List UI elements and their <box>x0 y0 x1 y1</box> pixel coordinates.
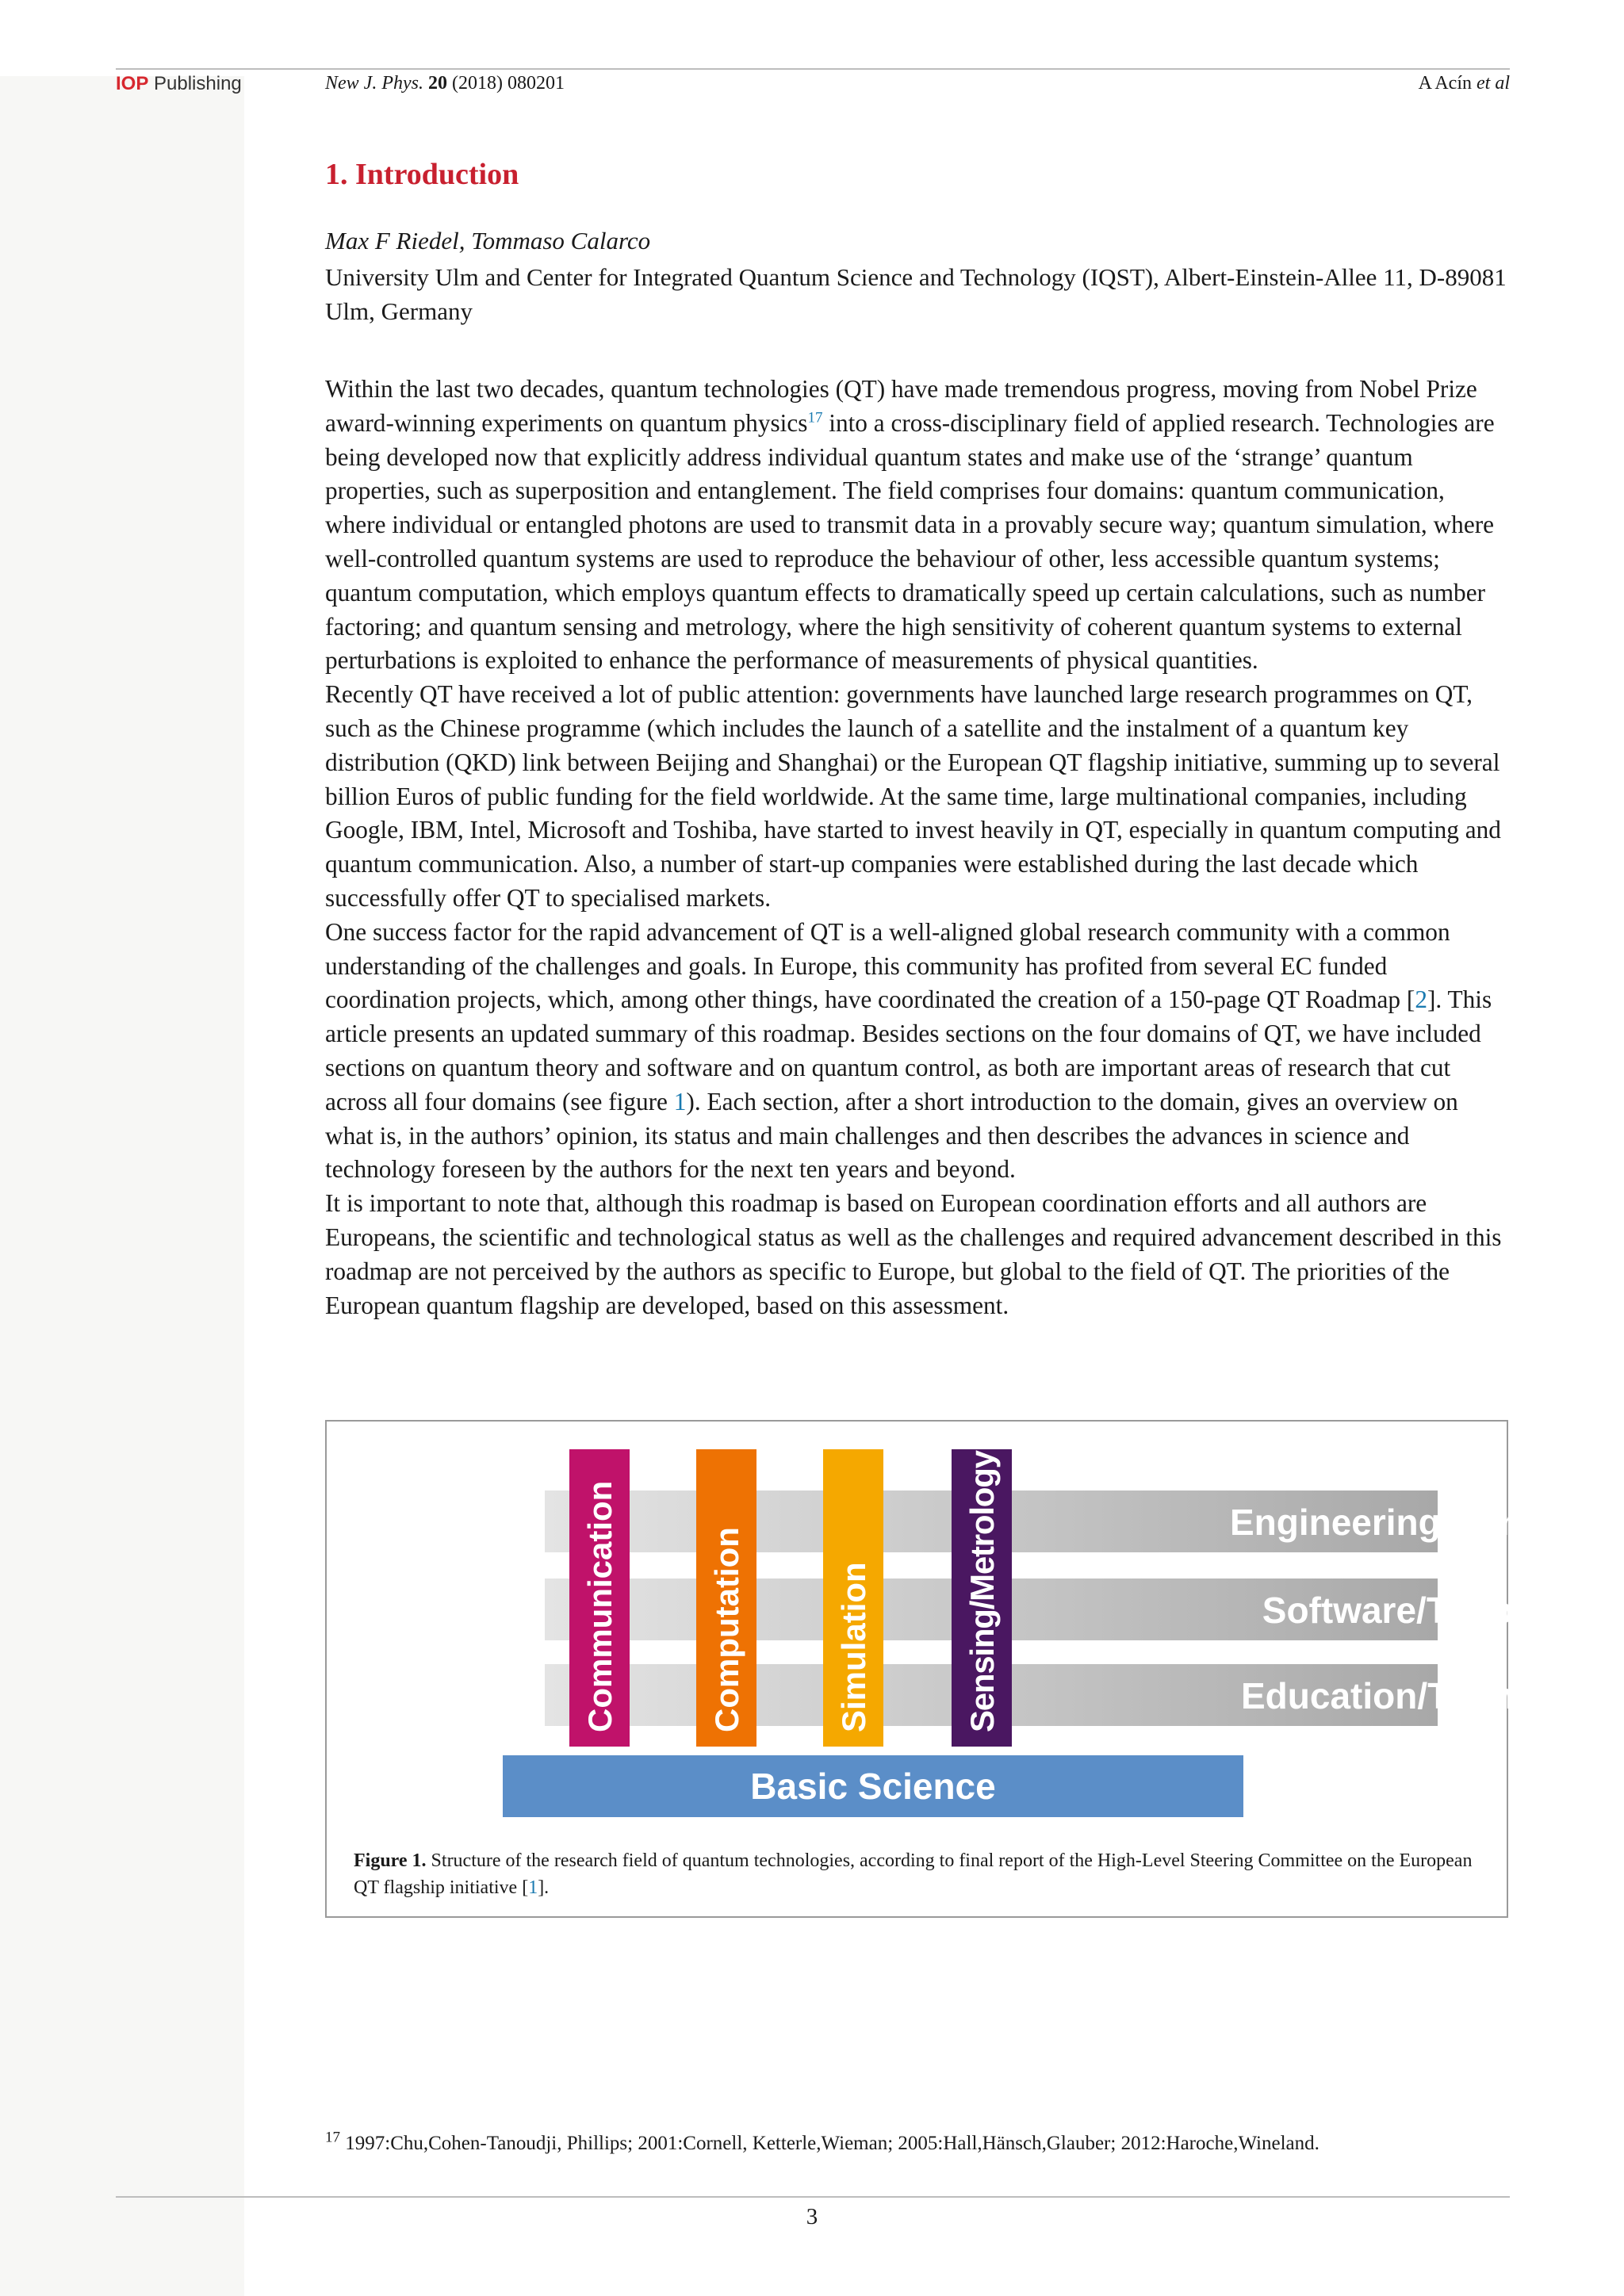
footnote-ref-17[interactable]: 17 <box>807 409 823 427</box>
paragraph-4: It is important to note that, although this roadmap is based on European coordination efforts and all authors are Europeans, the scientific and technological status as well as the challenges and required advancement described in this roadmap are not perceived by the authors as specific to Europe, but global to the field of QT. The priorities of the European quantum flagship are developed, based on this assessment. <box>325 1189 1502 1319</box>
section-title: 1. Introduction <box>325 158 519 191</box>
pillar-label-2: Computation <box>708 1527 745 1732</box>
figure-1-caption-label: Figure 1. <box>354 1850 427 1871</box>
paragraph-1-text-a: Within the last two decades, quantum technologies (QT) have made tremendous progress, moving from Nobel Prize award-winning experiments on quantum physics <box>325 375 1477 437</box>
footnote-17 <box>325 2129 1510 2155</box>
figure-1-diagram <box>327 1422 1581 1834</box>
journal-reference <box>325 73 565 94</box>
journal-volume: 20 <box>427 73 447 94</box>
figure-1-caption <box>354 1847 1480 1901</box>
paragraph-1-text-b: into a cross-disciplinary field of applied research. Technologies are being developed now that explicitly address individual quantum states and make use of the ‘strange’ quantum properties, such as superposition and entanglement. The field comprises four domains: quantum communication, where individual or entangled photons are used to transmit data in a provably secure way; quantum simulation, where well-controlled quantum systems are used to reproduce the behaviour of other, less accessible quantum systems; quantum computation, which employs quantum effects to dramatically speed up certain calculations, such as number factoring; and quantum sensing and metrology, where the high sensitivity of coherent quantum systems to external perturbations is exploited to enhance the performance of measurements of physical quantities. <box>325 408 1495 675</box>
footer-rule <box>116 2196 1510 2198</box>
paragraph-3-text-b: ]. This article presents an updated summary of this roadmap. Besides sections on the four domains of QT, we have included sections on quantum theory and software and on quantum control, as both are important areas of research that cut across all four domains (see figure <box>325 985 1492 1115</box>
band-label-2: Software/Theory <box>1262 1590 1549 1631</box>
journal-name: New J. Phys. <box>325 73 423 94</box>
running-header <box>116 67 1510 98</box>
base-label: Basic Science <box>750 1766 996 1807</box>
band-label-3: Education/Training <box>1240 1675 1570 1716</box>
pillar-label-3: Simulation <box>835 1562 872 1732</box>
citation-link-2[interactable]: 2 <box>1415 985 1427 1014</box>
paragraph-3 <box>325 916 1510 1187</box>
figure-link-1[interactable]: 1 <box>673 1087 687 1115</box>
figure-1-caption-text-b: ]. <box>538 1877 550 1898</box>
logo-iop: IOP <box>116 73 149 94</box>
paragraph-2: Recently QT have received a lot of public attention: governments have launched large research programmes on QT, such as the Chinese programme (which includes the launch of a satellite and the instalment of a quantum key distribution (QKD) link between Beijing and Shanghai) or the European QT flagship initiative, summing up to several billion Euros of public funding for the field worldwide. At the same time, large multinational companies, including Google, IBM, Intel, Microsoft and Toshiba, have started to invest heavily in QT, especially in quantum computing and quantum communication. Also, a number of start-up companies were established during the last decade which successfully offer QT to specialised markets. <box>325 680 1501 912</box>
figure-1 <box>325 1420 1581 1918</box>
page-margin-strip <box>0 76 244 2296</box>
footnote-text: 1997:Chu,Cohen-Tanoudji, Phillips; 2001:Cornell, Ketterle,Wieman; 2005:Hall,Hänsch,Glauber; 2012:Haroche,Wineland. <box>345 2133 1320 2154</box>
paragraph-3-text-c: ). Each section, after a short introduction to the domain, gives an overview on what is, in the authors’ opinion, its status and main challenges and then describes the advances in science and technology foreseen by the authors for the next ten years and beyond. <box>325 1087 1458 1184</box>
band-label-1: Engineering/Control <box>1229 1502 1581 1543</box>
pillar-label-4: Sensing/Metrology <box>963 1450 1001 1732</box>
logo-publishing: Publishing <box>154 73 242 94</box>
paragraph-3-text-a: One success factor for the rapid advancement of QT is a well-aligned global research community with a common understanding of the challenges and goals. In Europe, this community has profited from several EC funded coordination projects, which, among other things, have coordinated the creation of a 150-page QT Roadmap [ <box>325 917 1450 1014</box>
section-authors: Max F Riedel, Tommaso Calarco <box>325 227 651 254</box>
pillar-label-1: Communication <box>581 1480 619 1732</box>
page-number: 3 <box>806 2204 818 2229</box>
footnote-mark: 17 <box>325 2129 340 2146</box>
running-author-name: A Acín <box>1418 73 1472 94</box>
paragraph-1 <box>325 373 1510 678</box>
body-text <box>325 373 1510 1322</box>
section-affiliation: University Ulm and Center for Integrated Quantum Science and Technology (IQST), Albert-Einstein-Allee 11, D-89081 Ulm, Germany <box>325 263 1507 325</box>
running-authors <box>1419 73 1510 94</box>
journal-year-article: (2018) 080201 <box>451 73 565 94</box>
citation-link-1[interactable]: 1 <box>528 1877 538 1898</box>
figure-1-caption-text-a: Structure of the research field of quantum technologies, according to final report of the High-Level Steering Committee on the European QT flagship initiative [ <box>354 1850 1473 1898</box>
iop-publishing-logo <box>116 73 242 95</box>
running-author-suffix: et al <box>1477 73 1510 94</box>
